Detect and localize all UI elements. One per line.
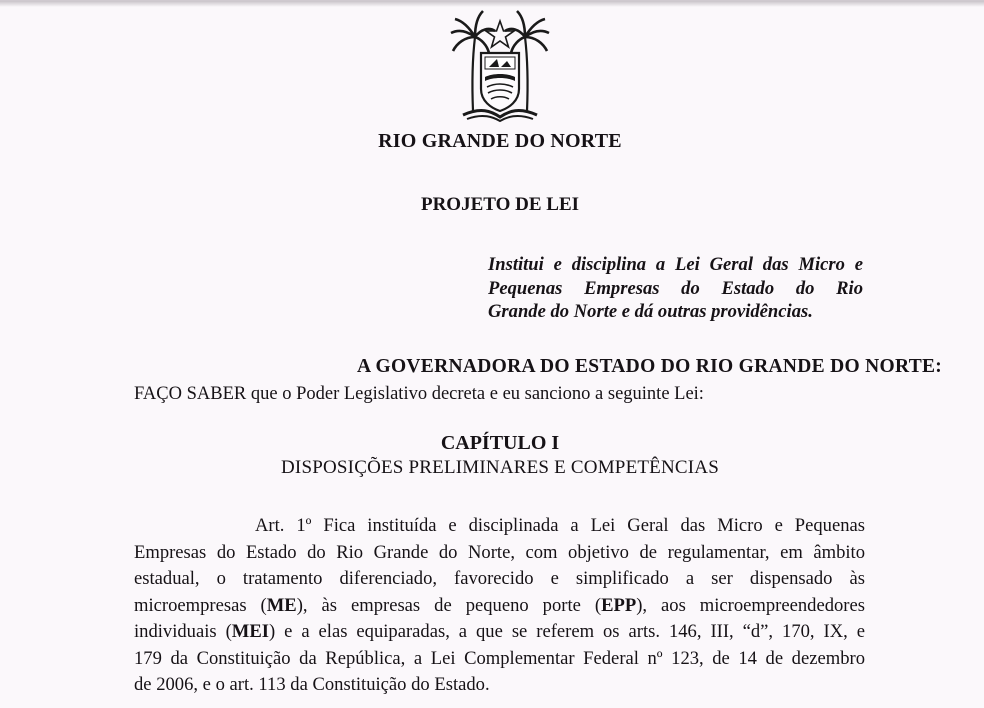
summary-line-3: Grande do Norte e dá outras providências.: [488, 301, 813, 322]
article-text: microempresas (: [134, 594, 267, 616]
article-line: Empresas do Estado do Rio Grande do Norte, com objetivo de regulamentar, em âmbito: [134, 541, 865, 563]
bill-type-heading: PROJETO DE LEI: [420, 194, 580, 215]
article-line: [134, 593, 865, 620]
article-text: individuais (: [134, 621, 232, 642]
chapter-title: CAPÍTULO I: [440, 432, 560, 454]
decree-heading: A GOVERNADORA DO ESTADO DO RIO GRANDE DO NORTE:: [357, 356, 943, 377]
article-line: de 2006, e o art. 113 da Constituição do Estado.: [134, 674, 490, 695]
abbr-mei: MEI: [231, 621, 269, 642]
state-name-heading: RIO GRANDE DO NORTE: [378, 130, 622, 152]
state-coat-of-arms-icon: [441, 7, 559, 125]
article-text: ), aos microempreendedores: [636, 594, 865, 616]
article-line: 179 da Constituição da República, a Lei Complementar Federal nº 123, de 14 de dezembro: [134, 647, 865, 669]
bill-summary: [488, 253, 863, 324]
article-line: [134, 619, 865, 646]
article-1: [134, 513, 865, 699]
abbr-epp: EPP: [601, 594, 637, 616]
article-text: ) e a elas equiparadas, a que se referem os arts. 146, III, “d”, 170, IX, e: [268, 621, 866, 642]
summary-line-2: Pequenas Empresas do Estado do Rio: [488, 277, 863, 299]
chapter-subtitle: DISPOSIÇÕES PRELIMINARES E COMPETÊNCIAS: [281, 457, 719, 478]
article-text: ), às empresas de pequeno porte (: [296, 594, 602, 616]
decree-text: FAÇO SABER que o Poder Legislativo decreta e eu sanciono a seguinte Lei:: [134, 384, 704, 404]
article-line: estadual, o tratamento diferenciado, favorecido e simplificado a ser dispensado às: [134, 568, 865, 589]
abbr-me: ME: [266, 594, 297, 616]
article-line: Art. 1º Fica instituída e disciplinada a Lei Geral das Micro e Pequenas: [255, 515, 865, 536]
summary-line-1: Institui e disciplina a Lei Geral das Micro e: [488, 254, 863, 275]
